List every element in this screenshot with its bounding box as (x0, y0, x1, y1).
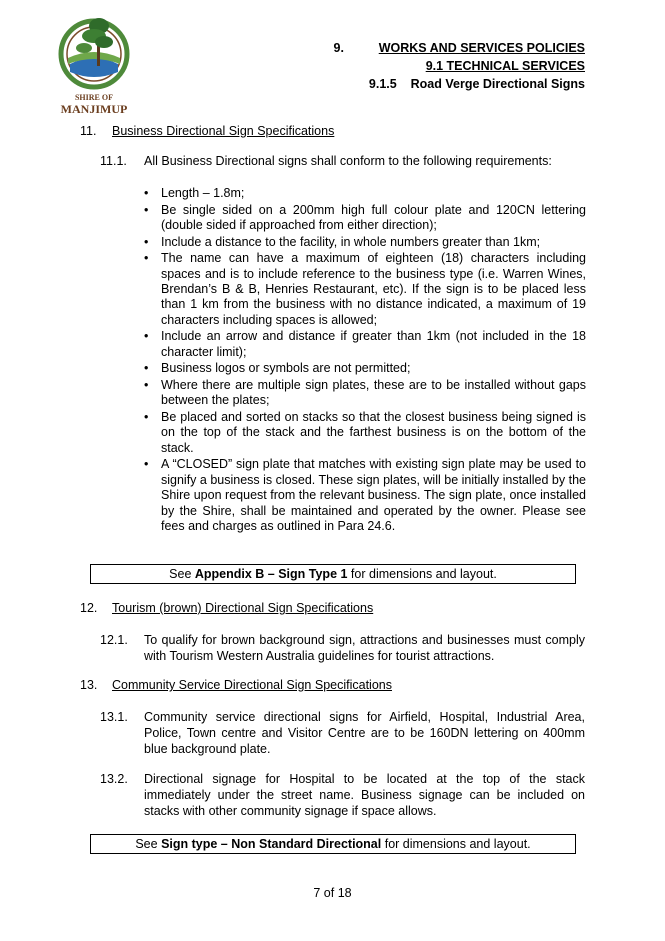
chapter-title: WORKS AND SERVICES POLICIES (378, 41, 585, 55)
paragraph-number: 13.2. (100, 772, 128, 786)
logo-line1: SHIRE OF (74, 93, 114, 102)
list-item: • Include an arrow and distance if greater than 1km (not included in the 18 character limit); (144, 329, 586, 360)
shire-emblem-icon (54, 12, 134, 116)
list-item: • Length – 1.8m; (144, 186, 586, 201)
header-chapter (334, 40, 585, 56)
section-title: Tourism (brown) Directional Sign Specifications (112, 601, 374, 615)
list-item: • Where there are multiple sign plates, these are to be installed without gaps between the plates; (144, 378, 586, 409)
list-item: • Business logos or symbols are not permitted; (144, 361, 586, 376)
box-text-pre: See (135, 837, 162, 851)
section-11-heading (80, 124, 334, 138)
chapter-number: 9. (333, 41, 344, 55)
section-12-heading (80, 601, 373, 615)
paragraph-text: All Business Directional signs shall conform to the following requirements: (144, 154, 552, 168)
paragraph-number: 11.1. (100, 154, 127, 168)
list-item: • Include a distance to the facility, in whole numbers greater than 1km; (144, 235, 586, 250)
list-item: • The name can have a maximum of eighteen (18) characters including spaces and is to include reference to the business type (i.e. Warren Wines, Brendan’s B & B, Henries Restaurant, etc). If the sign is to be placed less than 1 km from the business with no distance indicated, a maximum of 19 characters including spaces is allowed; (144, 251, 586, 328)
paragraph-text: To qualify for brown background sign, attractions and businesses must comply with Tourism Western Australia guidelines for tourist attractions. (144, 633, 585, 663)
paragraph-12-1 (100, 632, 585, 664)
paragraph-text: Community service directional signs for Airfield, Hospital, Industrial Area, Police, Town centre and Visitor Centre are to be 160DN lettering on 400mm blue background plate. (144, 710, 585, 756)
subsection-title: Road Verge Directional Signs (410, 77, 585, 91)
paragraph-number: 13.1. (100, 710, 128, 724)
list-item: • Be single sided on a 200mm high full colour plate and 120CN lettering (double sided if approached from either direction); (144, 203, 586, 234)
section-13-heading (80, 678, 392, 692)
requirements-list (144, 186, 586, 536)
section-title: 9.1 TECHNICAL SERVICES (425, 59, 585, 73)
paragraph-11-1 (100, 153, 585, 169)
box-text-bold: Sign type – Non Standard Directional (161, 837, 382, 851)
section-number: 13. (80, 678, 98, 692)
paragraph-13-2 (100, 771, 585, 819)
subsection-number: 9.1.5 (368, 77, 397, 91)
box-text-pre: See (169, 567, 195, 581)
paragraph-number: 12.1. (100, 633, 128, 647)
header-subsection (369, 76, 585, 92)
section-number: 12. (80, 601, 98, 615)
header-section (426, 58, 585, 74)
section-number: 11. (80, 124, 97, 138)
section-title: Community Service Directional Sign Specifications (112, 678, 392, 692)
box-text-bold: Appendix B – Sign Type 1 (194, 567, 348, 581)
box-text-post: for dimensions and layout. (347, 567, 497, 581)
page-number: 7 of 18 (313, 886, 352, 900)
shire-logo (54, 12, 134, 116)
box-text-post: for dimensions and layout. (381, 837, 531, 851)
paragraph-text: Directional signage for Hospital to be located at the top of the stack immediately under the street name. Business signage can be included on stacks with other community signage if space allows. (144, 772, 585, 818)
logo-line2: MANJIMUP (60, 102, 128, 116)
section-title: Business Directional Sign Specifications (112, 124, 335, 138)
list-item: • Be placed and sorted on stacks so that the closest business being signed is on the top of the stack and the farthest business is on the bottom of the stack. (144, 410, 586, 456)
sign-type-reference-box (90, 834, 576, 854)
appendix-reference-box (90, 564, 576, 584)
list-item: • A “CLOSED” sign plate that matches with existing sign plate may be used to signify a business is closed. These sign plates, will be initially installed by the Shire upon request from the relevant business. The sign plate, once installed by the Shire, shall be maintained and operated by the owner. Please see fees and charges as outlined in Para 24.6. (144, 457, 586, 534)
paragraph-13-1 (100, 709, 585, 757)
